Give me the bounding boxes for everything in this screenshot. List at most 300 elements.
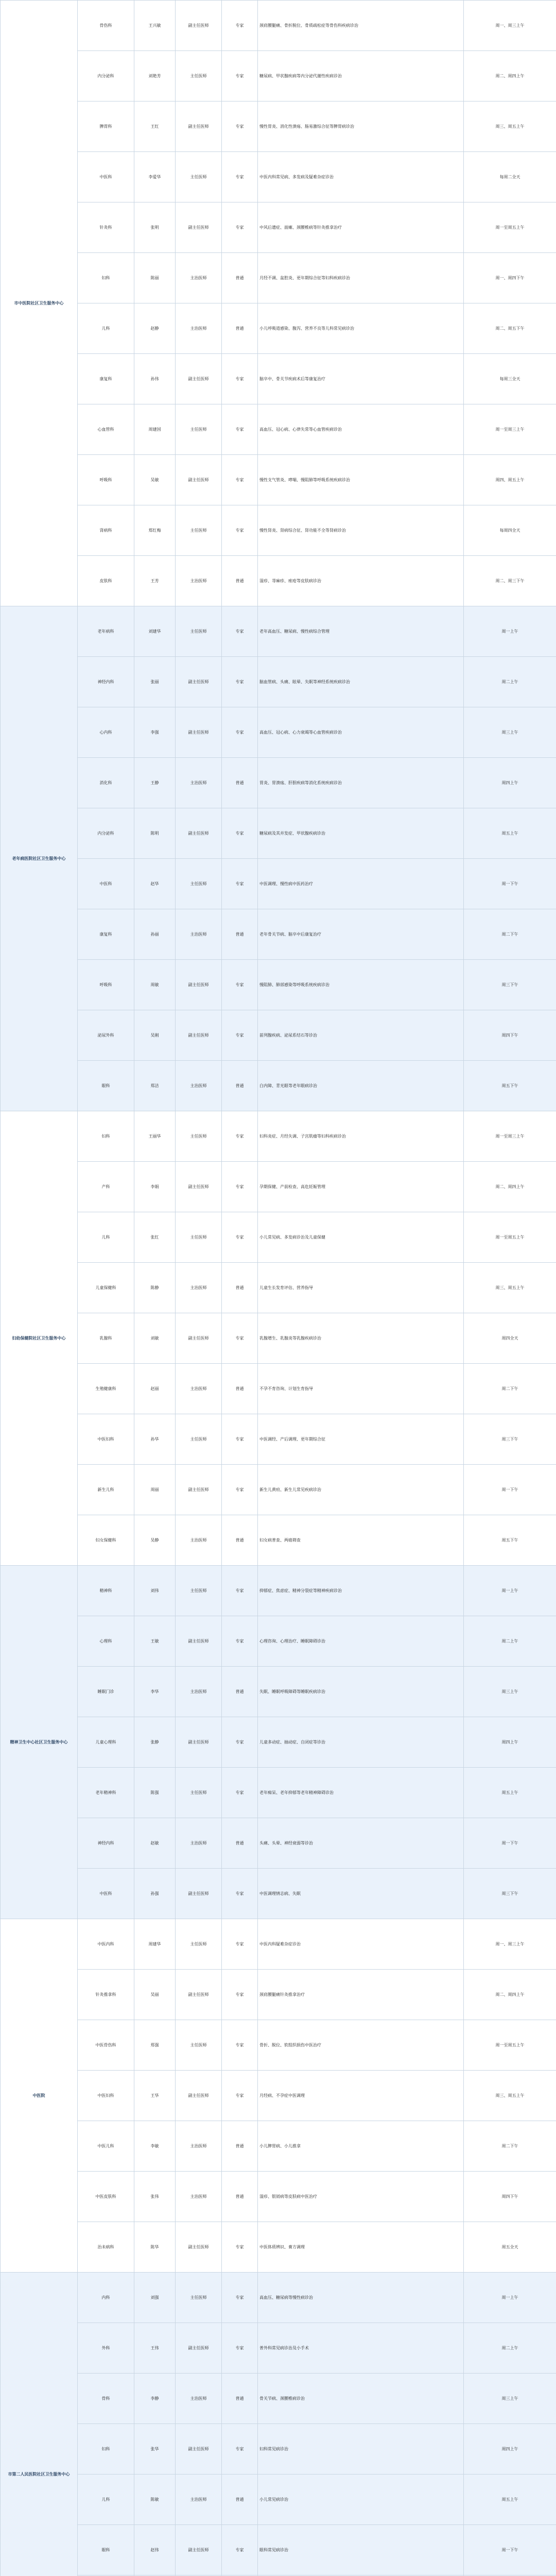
dept-cell: 中医骨伤科 <box>78 2020 134 2071</box>
dept-cell: 中医皮肤科 <box>78 2172 134 2222</box>
table-row <box>1 1515 556 1566</box>
time-cell: 周四下午 <box>464 1010 556 1061</box>
specialty-cell: 骨关节病、颈腰椎病诊治 <box>258 2374 464 2424</box>
title-cell: 主任医师 <box>176 51 222 101</box>
clinic-type-cell: 专家 <box>222 1162 258 1212</box>
time-cell: 周一至周三上午 <box>464 404 556 455</box>
specialty-cell: 孕期保健、产前检查、高危妊娠管理 <box>258 1162 464 1212</box>
clinic-type-cell: 专家 <box>222 1111 258 1162</box>
clinic-type-cell: 专家 <box>222 2222 258 2273</box>
specialty-cell: 失眠、睡眠呼吸障碍等睡眠疾病诊治 <box>258 1667 464 1717</box>
specialty-cell: 糖尿病及其并发症、甲状腺疾病诊治 <box>258 808 464 859</box>
doctor-cell: 刘建华 <box>134 606 176 657</box>
title-cell: 主治医师 <box>176 556 222 606</box>
dept-cell: 呼吸科 <box>78 960 134 1010</box>
specialty-cell: 颈肩腰腿痛针灸推拿治疗 <box>258 1970 464 2020</box>
specialty-cell: 湿疹、银屑病等皮肤病中医治疗 <box>258 2172 464 2222</box>
time-cell: 周二、周五下午 <box>464 303 556 354</box>
time-cell: 每周二全天 <box>464 152 556 202</box>
specialty-cell: 中医调经、产后调理、更年期综合征 <box>258 1414 464 1465</box>
time-cell: 每周三全天 <box>464 354 556 404</box>
doctor-cell: 陈华 <box>134 2222 176 2273</box>
time-cell: 每周四全天 <box>464 505 556 556</box>
doctor-cell: 郑红梅 <box>134 505 176 556</box>
dept-cell: 睡眠门诊 <box>78 1667 134 1717</box>
table-row <box>1 859 556 909</box>
time-cell: 周四、周五上午 <box>464 455 556 505</box>
dept-cell: 儿童保健科 <box>78 1263 134 1313</box>
title-cell: 副主任医师 <box>176 1717 222 1768</box>
specialty-cell: 小儿脾胃病、小儿推拿 <box>258 2121 464 2172</box>
title-cell: 主治医师 <box>176 2172 222 2222</box>
specialty-cell: 前列腺疾病、泌尿系结石等诊治 <box>258 1010 464 1061</box>
specialty-cell: 新生儿黄疸、新生儿常见疾病诊治 <box>258 1465 464 1515</box>
group-name: 妇幼保健院社区卫生服务中心 <box>1 1111 78 1566</box>
dept-cell: 中医科 <box>78 859 134 909</box>
time-cell: 周四全天 <box>464 1313 556 1364</box>
title-cell: 主任医师 <box>176 1212 222 1263</box>
table-row <box>1 1061 556 1111</box>
table-row <box>1 152 556 202</box>
doctor-cell: 刘艳芳 <box>134 51 176 101</box>
clinic-type-cell: 普通 <box>222 909 258 960</box>
clinic-type-cell: 专家 <box>222 2323 258 2374</box>
title-cell: 副主任医师 <box>176 808 222 859</box>
doctor-cell: 刘敏 <box>134 1313 176 1364</box>
doctor-cell: 王丽华 <box>134 1111 176 1162</box>
dept-cell: 康复科 <box>78 354 134 404</box>
specialty-cell: 脑血管病、头痛、眩晕、失眠等神经系统疾病诊治 <box>258 657 464 707</box>
title-cell: 主治医师 <box>176 2121 222 2172</box>
clinic-type-cell: 专家 <box>222 1970 258 2020</box>
time-cell: 周三上午 <box>464 707 556 758</box>
specialty-cell: 慢性肾炎、肾病综合征、肾功能不全等肾病诊治 <box>258 505 464 556</box>
time-cell: 周三下午 <box>464 960 556 1010</box>
dept-cell: 乳腺科 <box>78 1313 134 1364</box>
title-cell: 主治医师 <box>176 1263 222 1313</box>
doctor-cell: 赵静 <box>134 303 176 354</box>
time-cell: 周三下午 <box>464 1414 556 1465</box>
clinic-type-cell: 专家 <box>222 51 258 101</box>
specialty-cell: 老年骨关节病、脑卒中后康复治疗 <box>258 909 464 960</box>
title-cell: 主治医师 <box>176 303 222 354</box>
dept-cell: 泌尿外科 <box>78 1010 134 1061</box>
specialty-cell: 白内障、青光眼等老年眼病诊治 <box>258 1061 464 1111</box>
time-cell: 周一下午 <box>464 859 556 909</box>
title-cell: 主任医师 <box>176 1566 222 1616</box>
table-row <box>1 2071 556 2121</box>
table-row <box>1 1364 556 1414</box>
clinic-type-cell: 专家 <box>222 2273 258 2323</box>
clinic-type-cell: 专家 <box>222 859 258 909</box>
dept-cell: 老年病科 <box>78 606 134 657</box>
time-cell: 周二上午 <box>464 657 556 707</box>
specialty-cell: 乳腺增生、乳腺炎等乳腺疾病诊治 <box>258 1313 464 1364</box>
title-cell: 副主任医师 <box>176 1616 222 1667</box>
dept-cell: 消化科 <box>78 758 134 808</box>
doctor-cell: 张明 <box>134 202 176 253</box>
clinic-type-cell: 专家 <box>222 707 258 758</box>
clinic-type-cell: 专家 <box>222 1212 258 1263</box>
title-cell: 副主任医师 <box>176 1 222 51</box>
specialty-cell: 慢阻肺、肺部感染等呼吸系统疾病诊治 <box>258 960 464 1010</box>
schedule-body <box>1 1 556 2576</box>
dept-cell: 呼吸科 <box>78 455 134 505</box>
clinic-type-cell: 专家 <box>222 2020 258 2071</box>
title-cell: 副主任医师 <box>176 101 222 152</box>
title-cell: 副主任医师 <box>176 707 222 758</box>
specialty-cell: 高血压、糖尿病等慢性病诊治 <box>258 2273 464 2323</box>
clinic-type-cell: 专家 <box>222 455 258 505</box>
dept-cell: 外科 <box>78 2323 134 2374</box>
specialty-cell: 眼科常见病诊治 <box>258 2525 464 2575</box>
group-name: 精神卫生中心社区卫生服务中心 <box>1 1566 78 1919</box>
dept-cell: 脾胃科 <box>78 101 134 152</box>
table-row <box>1 1667 556 1717</box>
table-row <box>1 1414 556 1465</box>
specialty-cell: 妇科炎症、月经失调、子宫肌瘤等妇科疾病诊治 <box>258 1111 464 1162</box>
title-cell: 主任医师 <box>176 1414 222 1465</box>
table-row <box>1 1465 556 1515</box>
table-row <box>1 1768 556 1818</box>
time-cell: 周一至周三上午 <box>464 1111 556 1162</box>
specialty-cell: 抑郁症、焦虑症、精神分裂症等精神疾病诊治 <box>258 1566 464 1616</box>
title-cell: 主任医师 <box>176 152 222 202</box>
specialty-cell: 慢性支气管炎、哮喘、慢阻肺等呼吸系统疾病诊治 <box>258 455 464 505</box>
doctor-cell: 张伟 <box>134 2172 176 2222</box>
doctor-cell: 王敏 <box>134 1616 176 1667</box>
clinic-type-cell: 专家 <box>222 2525 258 2575</box>
title-cell: 主治医师 <box>176 2374 222 2424</box>
title-cell: 副主任医师 <box>176 2424 222 2475</box>
doctor-cell: 李爱华 <box>134 152 176 202</box>
title-cell: 副主任医师 <box>176 2222 222 2273</box>
dept-cell: 神经内科 <box>78 657 134 707</box>
dept-cell: 内分泌科 <box>78 51 134 101</box>
table-row <box>1 556 556 606</box>
title-cell: 副主任医师 <box>176 2071 222 2121</box>
table-row <box>1 2475 556 2525</box>
title-cell: 主治医师 <box>176 1667 222 1717</box>
clinic-type-cell: 专家 <box>222 152 258 202</box>
time-cell: 周一、周三上午 <box>464 1919 556 1970</box>
title-cell: 主治医师 <box>176 909 222 960</box>
table-row <box>1 505 556 556</box>
doctor-cell: 李娟 <box>134 1162 176 1212</box>
table-row <box>1 1919 556 1970</box>
time-cell: 周四上午 <box>464 2424 556 2475</box>
title-cell: 副主任医师 <box>176 1970 222 2020</box>
dept-cell: 儿科 <box>78 303 134 354</box>
doctor-cell: 李华 <box>134 1667 176 1717</box>
title-cell: 主治医师 <box>176 253 222 303</box>
doctor-cell: 陈丽 <box>134 253 176 303</box>
title-cell: 副主任医师 <box>176 354 222 404</box>
time-cell: 周一上午 <box>464 2273 556 2323</box>
specialty-cell: 糖尿病、甲状腺疾病等内分泌代谢性疾病诊治 <box>258 51 464 101</box>
clinic-type-cell: 普通 <box>222 2475 258 2525</box>
dept-cell: 儿科 <box>78 2475 134 2525</box>
title-cell: 主治医师 <box>176 1364 222 1414</box>
doctor-cell: 吴刚 <box>134 1010 176 1061</box>
clinic-type-cell: 普通 <box>222 556 258 606</box>
doctor-cell: 刘强 <box>134 2273 176 2323</box>
clinic-type-cell: 普通 <box>222 1667 258 1717</box>
table-row <box>1 2273 556 2323</box>
table-row <box>1 909 556 960</box>
doctor-cell: 李强 <box>134 707 176 758</box>
table-row <box>1 758 556 808</box>
title-cell: 主任医师 <box>176 1919 222 1970</box>
time-cell: 周一、周三上午 <box>464 1 556 51</box>
doctor-cell: 吴静 <box>134 1515 176 1566</box>
doctor-cell: 吴敏 <box>134 455 176 505</box>
dept-cell: 针灸科 <box>78 202 134 253</box>
table-row <box>1 1970 556 2020</box>
dept-cell: 精神科 <box>78 1566 134 1616</box>
dept-cell: 中医内科 <box>78 1919 134 1970</box>
dept-cell: 肾病科 <box>78 505 134 556</box>
dept-cell: 老年精神科 <box>78 1768 134 1818</box>
clinic-type-cell: 普通 <box>222 2121 258 2172</box>
title-cell: 主任医师 <box>176 404 222 455</box>
dept-cell: 皮肤科 <box>78 556 134 606</box>
title-cell: 副主任医师 <box>176 657 222 707</box>
title-cell: 副主任医师 <box>176 1313 222 1364</box>
time-cell: 周二、周四上午 <box>464 1970 556 2020</box>
specialty-cell: 小儿常见病、多发病诊治及儿童保健 <box>258 1212 464 1263</box>
time-cell: 周二、周四上午 <box>464 51 556 101</box>
dept-cell: 妇女保健科 <box>78 1515 134 1566</box>
clinic-type-cell: 专家 <box>222 606 258 657</box>
dept-cell: 生殖健康科 <box>78 1364 134 1414</box>
doctor-cell: 刘伟 <box>134 1566 176 1616</box>
clinic-type-cell: 普通 <box>222 303 258 354</box>
dept-cell: 妇科 <box>78 253 134 303</box>
doctor-cell: 周丽 <box>134 1465 176 1515</box>
doctor-cell: 赵伟 <box>134 2525 176 2575</box>
title-cell: 主任医师 <box>176 1768 222 1818</box>
time-cell: 周五全天 <box>464 2222 556 2273</box>
table-row <box>1 1869 556 1919</box>
clinic-type-cell: 专家 <box>222 1313 258 1364</box>
time-cell: 周五上午 <box>464 2475 556 2525</box>
group-name: 中医院 <box>1 1919 78 2273</box>
clinic-type-cell: 专家 <box>222 404 258 455</box>
table-row <box>1 455 556 505</box>
doctor-cell: 王华 <box>134 2071 176 2121</box>
time-cell: 周三、周五上午 <box>464 1263 556 1313</box>
dept-cell: 治未病科 <box>78 2222 134 2273</box>
clinic-type-cell: 专家 <box>222 808 258 859</box>
table-row <box>1 2222 556 2273</box>
doctor-cell: 王红 <box>134 101 176 152</box>
specialty-cell: 脑卒中、骨关节疾病术后等康复治疗 <box>258 354 464 404</box>
group-name: 老年病医院社区卫生服务中心 <box>1 606 78 1111</box>
time-cell: 周三上午 <box>464 2374 556 2424</box>
table-row <box>1 1818 556 1869</box>
doctor-cell: 李静 <box>134 2374 176 2424</box>
table-row <box>1 1313 556 1364</box>
title-cell: 主任医师 <box>176 2273 222 2323</box>
doctor-cell: 吴丽 <box>134 1970 176 2020</box>
title-cell: 副主任医师 <box>176 2323 222 2374</box>
clinic-type-cell: 专家 <box>222 202 258 253</box>
specialty-cell: 中医调理情志病、失眠 <box>258 1869 464 1919</box>
table-row <box>1 2374 556 2424</box>
dept-cell: 眼科 <box>78 1061 134 1111</box>
title-cell: 主治医师 <box>176 758 222 808</box>
dept-cell: 儿童心理科 <box>78 1717 134 1768</box>
specialty-cell: 老年痴呆、老年抑郁等老年精神障碍诊治 <box>258 1768 464 1818</box>
clinic-type-cell: 专家 <box>222 101 258 152</box>
time-cell: 周四下午 <box>464 2172 556 2222</box>
specialty-cell: 小儿呼吸道感染、腹泻、营养不良等儿科常见病诊治 <box>258 303 464 354</box>
title-cell: 副主任医师 <box>176 2525 222 2575</box>
table-row <box>1 354 556 404</box>
table-row <box>1 1010 556 1061</box>
time-cell: 周三、周五上午 <box>464 2071 556 2121</box>
specialty-cell: 中医内科常见病、多发病及疑难杂症诊治 <box>258 152 464 202</box>
doctor-cell: 赵丽 <box>134 1364 176 1414</box>
clinic-type-cell: 专家 <box>222 1465 258 1515</box>
doctor-cell: 孙伟 <box>134 354 176 404</box>
specialty-cell: 中医调理、慢性病中医药治疗 <box>258 859 464 909</box>
specialty-cell: 不孕不育咨询、计划生育指导 <box>258 1364 464 1414</box>
doctor-cell: 孙强 <box>134 1869 176 1919</box>
time-cell: 周五下午 <box>464 1515 556 1566</box>
clinic-type-cell: 普通 <box>222 1263 258 1313</box>
dept-cell: 中医儿科 <box>78 2121 134 2172</box>
time-cell: 周二上午 <box>464 2323 556 2374</box>
specialty-cell: 中医体质辨识、膏方调理 <box>258 2222 464 2273</box>
table-row <box>1 1 556 51</box>
dept-cell: 妇科 <box>78 1111 134 1162</box>
table-row <box>1 2525 556 2575</box>
table-row <box>1 2121 556 2172</box>
clinic-type-cell: 普通 <box>222 2172 258 2222</box>
specialty-cell: 儿童多动症、抽动症、自闭症等诊治 <box>258 1717 464 1768</box>
specialty-cell: 月经不调、盆腔炎、更年期综合征等妇科疾病诊治 <box>258 253 464 303</box>
time-cell: 周三下午 <box>464 1869 556 1919</box>
title-cell: 主治医师 <box>176 1515 222 1566</box>
doctor-cell: 孙华 <box>134 1414 176 1465</box>
clinic-type-cell: 专家 <box>222 1 258 51</box>
specialty-cell: 中医内科疑难杂症诊治 <box>258 1919 464 1970</box>
specialty-cell: 湿疹、荨麻疹、痤疮等皮肤病诊治 <box>258 556 464 606</box>
clinic-type-cell: 专家 <box>222 1768 258 1818</box>
doctor-cell: 陈敏 <box>134 2475 176 2525</box>
specialty-cell: 儿童生长发育评估、营养指导 <box>258 1263 464 1313</box>
table-row <box>1 404 556 455</box>
time-cell: 周三、周五上午 <box>464 101 556 152</box>
title-cell: 副主任医师 <box>176 1010 222 1061</box>
doctor-cell: 陈静 <box>134 1263 176 1313</box>
doctor-cell: 赵敏 <box>134 1818 176 1869</box>
doctor-cell: 周建华 <box>134 1919 176 1970</box>
specialty-cell: 胃炎、胃溃疡、肝胆疾病等消化系统疾病诊治 <box>258 758 464 808</box>
dept-cell: 内科 <box>78 2273 134 2323</box>
specialty-cell: 中风后遗症、面瘫、颈腰椎病等针灸推拿治疗 <box>258 202 464 253</box>
time-cell: 周一至周五上午 <box>464 202 556 253</box>
clinic-type-cell: 专家 <box>222 657 258 707</box>
clinic-type-cell: 专家 <box>222 1010 258 1061</box>
dept-cell: 妇科 <box>78 2424 134 2475</box>
specialty-cell: 骨折、脱位、软组织损伤中医治疗 <box>258 2020 464 2071</box>
dept-cell: 中医科 <box>78 152 134 202</box>
specialty-cell: 心理咨询、心理治疗、睡眠障碍诊治 <box>258 1616 464 1667</box>
title-cell: 主任医师 <box>176 2020 222 2071</box>
doctor-cell: 张红 <box>134 1212 176 1263</box>
title-cell: 副主任医师 <box>176 1869 222 1919</box>
specialty-cell: 高血压、冠心病、心力衰竭等心血管疾病诊治 <box>258 707 464 758</box>
table-row <box>1 1566 556 1616</box>
time-cell: 周二、周三下午 <box>464 556 556 606</box>
table-row <box>1 2323 556 2374</box>
table-row <box>1 1717 556 1768</box>
time-cell: 周五上午 <box>464 1768 556 1818</box>
clinic-type-cell: 专家 <box>222 1869 258 1919</box>
specialty-cell: 慢性胃炎、消化性溃疡、肠易激综合征等脾胃病诊治 <box>258 101 464 152</box>
dept-cell: 神经内科 <box>78 1818 134 1869</box>
specialty-cell: 小儿常见病诊治 <box>258 2475 464 2525</box>
table-row <box>1 606 556 657</box>
title-cell: 主任医师 <box>176 505 222 556</box>
doctor-cell: 张静 <box>134 1717 176 1768</box>
title-cell: 副主任医师 <box>176 1465 222 1515</box>
specialty-cell: 妇科常见病诊治 <box>258 2424 464 2475</box>
specialty-cell: 妇女病普查、两癌筛查 <box>258 1515 464 1566</box>
doctor-cell: 郑洁 <box>134 1061 176 1111</box>
title-cell: 副主任医师 <box>176 960 222 1010</box>
clinic-type-cell: 普通 <box>222 1364 258 1414</box>
clinic-type-cell: 专家 <box>222 2071 258 2121</box>
dept-cell: 骨科 <box>78 2374 134 2424</box>
table-row <box>1 101 556 152</box>
clinic-type-cell: 专家 <box>222 960 258 1010</box>
table-row <box>1 808 556 859</box>
table-row <box>1 2172 556 2222</box>
clinic-type-cell: 普通 <box>222 2374 258 2424</box>
table-row <box>1 1111 556 1162</box>
time-cell: 周一上午 <box>464 606 556 657</box>
doctor-cell: 赵华 <box>134 859 176 909</box>
clinic-type-cell: 专家 <box>222 1919 258 1970</box>
dept-cell: 心理科 <box>78 1616 134 1667</box>
time-cell: 周四上午 <box>464 758 556 808</box>
time-cell: 周五上午 <box>464 808 556 859</box>
dept-cell: 针灸推拿科 <box>78 1970 134 2020</box>
title-cell: 主治医师 <box>176 1061 222 1111</box>
time-cell: 周一至周五上午 <box>464 2020 556 2071</box>
doctor-cell: 陈强 <box>134 1768 176 1818</box>
clinic-type-cell: 专家 <box>222 2424 258 2475</box>
doctor-cell: 周敏 <box>134 960 176 1010</box>
time-cell: 周四上午 <box>464 1717 556 1768</box>
title-cell: 主任医师 <box>176 859 222 909</box>
table-row <box>1 303 556 354</box>
dept-cell: 心内科 <box>78 707 134 758</box>
time-cell: 周二下午 <box>464 1364 556 1414</box>
table-row <box>1 51 556 101</box>
dept-cell: 心血管科 <box>78 404 134 455</box>
dept-cell: 新生儿科 <box>78 1465 134 1515</box>
dept-cell: 眼科 <box>78 2525 134 2575</box>
clinic-type-cell: 普通 <box>222 1515 258 1566</box>
clinic-type-cell: 普通 <box>222 1818 258 1869</box>
dept-cell: 骨伤科 <box>78 1 134 51</box>
time-cell: 周二下午 <box>464 2121 556 2172</box>
